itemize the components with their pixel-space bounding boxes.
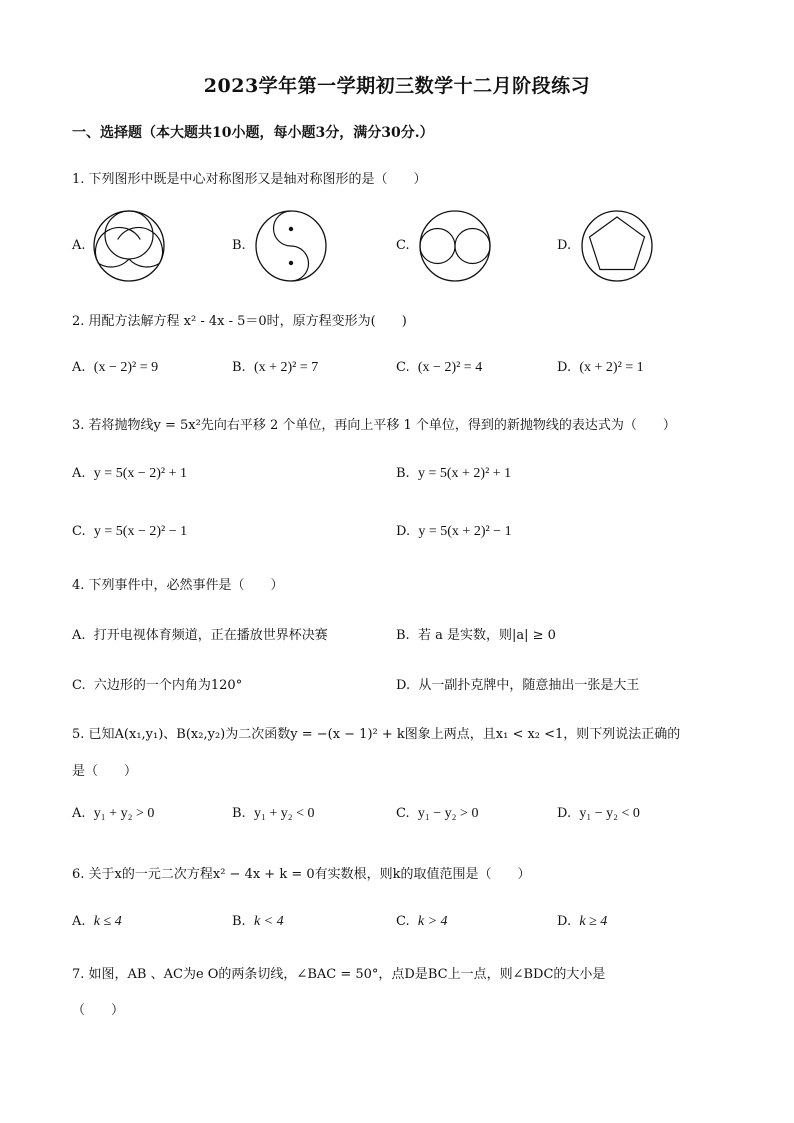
q2-option-a: A. (x − 2)² = 9 (72, 360, 159, 375)
q4-option-c: C. 六边形的一个内角为120° (72, 678, 243, 693)
q2-option-b: B. (x + 2)² = 7 (232, 360, 319, 375)
question-3-stem: 3. 若将抛物线y = 5x²先向右平移 2 个单位，再向上平移 1 个单位，得到的新抛物线的表达式为（ ） (72, 418, 676, 433)
q1-option-a-label: A. (72, 238, 86, 253)
question-4-stem: 4. 下列事件中，必然事件是（ ） (72, 578, 284, 593)
q4-option-a: A. 打开电视体育频道，正在播放世界杯决赛 (72, 628, 328, 643)
q5-option-d: D. y₁ − y₂ < 0 (557, 806, 640, 821)
q3-option-c: C. y = 5(x − 2)² − 1 (72, 524, 188, 539)
question-5-stem: 5. 已知A(x₁,y₁)、B(x₂,y₂)为二次函数y = −(x − 1)² + k图象上两点，且x₁ < x₂ <1，则下列说法正确的 (72, 727, 681, 742)
circle-three-arcs-icon (92, 209, 166, 283)
q6-option-a: A. k ≤ 4 (72, 914, 122, 929)
q4-option-b: B. 若 a 是实数，则|a| ≥ 0 (396, 628, 556, 643)
question-7-stem-cont: （ ） (72, 1003, 125, 1018)
question-2-stem: 2. 用配方法解方程 x² - 4x - 5＝0时，原方程变形为( ) (72, 314, 407, 329)
question-7-stem: 7. 如图，AB 、AC为e O的两条切线，∠BAC = 50°，点D是BC上一点，则∠BDC的大小是 (72, 967, 606, 982)
q1-option-d-label: D. (557, 238, 572, 253)
section-heading: 一、选择题（本大题共10小题，每小题3分，满分30分.） (72, 125, 434, 141)
circle-pentagon-icon (580, 209, 654, 283)
q6-option-d: D. k ≥ 4 (557, 914, 608, 929)
q5-option-a: A. y₁ + y₂ > 0 (72, 806, 155, 821)
q3-option-d: D. y = 5(x + 2)² − 1 (396, 524, 512, 539)
q1-option-c-label: C. (396, 238, 410, 253)
yin-yang-icon (254, 209, 328, 283)
page-title: 2023学年第一学期初三数学十二月阶段练习 (203, 75, 591, 97)
q2-option-c: C. (x − 2)² = 4 (396, 360, 483, 375)
q1-option-b-label: B. (232, 238, 246, 253)
q6-option-c: C. k > 4 (396, 914, 448, 929)
circle-two-circles-icon (418, 209, 492, 283)
q2-option-d: D. (x + 2)² = 1 (557, 360, 644, 375)
q4-option-d: D. 从一副扑克牌中，随意抽出一张是大王 (396, 678, 640, 693)
question-6-stem: 6. 关于x的一元二次方程x² − 4x + k = 0有实数根，则k的取值范围是（ ） (72, 867, 531, 882)
q3-option-b: B. y = 5(x + 2)² + 1 (396, 466, 512, 481)
question-5-stem-cont: 是（ ） (72, 764, 138, 779)
q3-option-a: A. y = 5(x − 2)² + 1 (72, 466, 188, 481)
question-1-stem: 1. 下列图形中既是中心对称图形又是轴对称图形的是（ ） (72, 172, 427, 187)
q5-option-c: C. y₁ − y₂ > 0 (396, 806, 479, 821)
q6-option-b: B. k < 4 (232, 914, 284, 929)
q5-option-b: B. y₁ + y₂ < 0 (232, 806, 315, 821)
